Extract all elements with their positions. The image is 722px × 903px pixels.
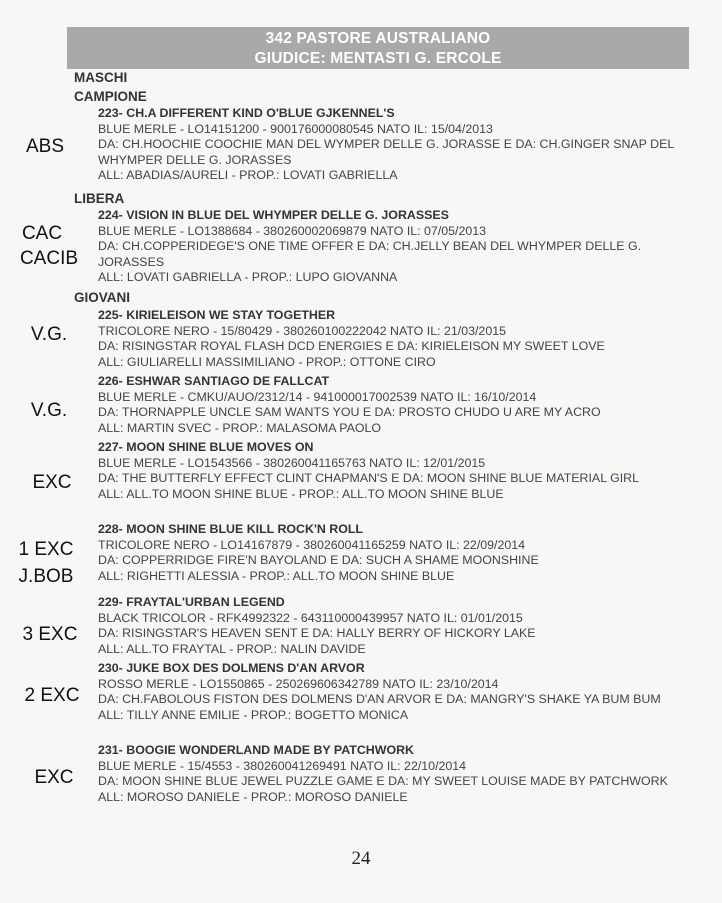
list-item [98, 661, 698, 723]
list-item [98, 374, 698, 436]
dog-title: 224- VISION IN BLUE DEL WHYMPER DELLE G. JORASSES [98, 208, 449, 222]
section-campione: CAMPIONE [74, 89, 147, 104]
dog-owner: ALL: ALL.TO FRAYTAL - PROP.: NALIN DAVIDE [98, 641, 366, 656]
dog-owner: ALL: RIGHETTI ALESSIA - PROP.: ALL.TO MOON SHINE BLUE [98, 568, 455, 583]
dog-parents: DA: CH.FABOLOUS FISTON DES DOLMENS D'AN ARVOR E DA: MANGRY'S SHAKE YA BUM BUM [98, 692, 661, 707]
list-item [98, 308, 698, 370]
dog-owner: ALL: LOVATI GABRIELLA - PROP.: LUPO GIOVANNA [98, 270, 398, 285]
grade-handwritten: 3 EXC [22, 624, 78, 645]
section-giovani: GIOVANI [74, 290, 131, 305]
dog-parents: DA: RISINGSTAR'S HEAVEN SENT E DA: HALLY BERRY OF HICKORY LAKE [98, 626, 536, 641]
dog-registration: TRICOLORE NERO - LO14167879 - 380260041165259 NATO IL: 22/09/2014 [98, 537, 526, 552]
dog-owner: ALL: GIULIARELLI MASSIMILIANO - PROP.: OTTONE CIRO [98, 354, 436, 369]
dog-title: 223- CH.A DIFFERENT KIND O'BLUE GJKENNEL'S [98, 106, 395, 120]
dog-registration: ROSSO MERLE - LO1550865 - 250269606342789 NATO IL: 23/10/2014 [98, 676, 499, 691]
grade-handwritten: CAC [21, 223, 63, 244]
dog-parents: DA: RISINGSTAR ROYAL FLASH DCD ENERGIES E DA: KIRIELEISON MY SWEET LOVE [98, 339, 605, 354]
dog-registration: BLUE MERLE - LO1543566 - 380260041165763 NATO IL: 12/01/2015 [98, 455, 486, 470]
dog-registration: BLUE MERLE - LO14151200 - 900176000080545 NATO IL: 15/04/2013 [98, 121, 493, 136]
page-number: 24 [351, 848, 371, 869]
grade-handwritten: 2 EXC [24, 685, 80, 706]
grade-handwritten: V.G. [30, 324, 68, 345]
list-item [98, 208, 698, 286]
dog-title: 225- KIRIELEISON WE STAY TOGETHER [98, 308, 336, 322]
grade-handwritten: CACIB [19, 248, 79, 269]
grade-handwritten: 1 EXC [18, 539, 74, 560]
list-item [98, 106, 698, 184]
section-maschi: MASCHI [74, 70, 128, 85]
list-item [98, 440, 698, 502]
dog-parents: DA: MOON SHINE BLUE JEWEL PUZZLE GAME E DA: MY SWEET LOUISE MADE BY PATCHWORK [98, 774, 668, 789]
breed-title: 342 PASTORE AUSTRALIANO [265, 30, 491, 47]
grade-handwritten: V.G. [30, 400, 68, 421]
grade-handwritten: J.BOB [18, 566, 74, 587]
section-libera: LIBERA [74, 191, 125, 206]
grade-handwritten: EXC [34, 767, 74, 788]
dog-title: 227- MOON SHINE BLUE MOVES ON [98, 440, 314, 454]
dog-registration: BLUE MERLE - LO1388684 - 380260002069879 NATO IL: 07/05/2013 [98, 223, 487, 238]
list-item [98, 595, 698, 657]
dog-parents: DA: THE BUTTERFLY EFFECT CLINT CHAPMAN'S E DA: MOON SHINE BLUE MATERIAL GIRL [98, 471, 639, 486]
dog-registration: BLUE MERLE - 15/4553 - 380260041269491 NATO IL: 22/10/2014 [98, 758, 467, 773]
list-item [98, 743, 698, 805]
dog-parents: DA: COPPERRIDGE FIRE'N BAYOLAND E DA: SUCH A SHAME MOONSHINE [98, 553, 539, 568]
dog-registration: BLUE MERLE - CMKU/AUO/2312/14 - 941000017002539 NATO IL: 16/10/2014 [98, 389, 537, 404]
dog-owner: ALL: MOROSO DANIELE - PROP.: MOROSO DANIELE [98, 789, 408, 804]
dog-owner: ALL: ABADIAS/AURELI - PROP.: LOVATI GABRIELLA [98, 168, 398, 183]
dog-title: 228- MOON SHINE BLUE KILL ROCK'N ROLL [98, 522, 364, 536]
dog-title: 226- ESHWAR SANTIAGO DE FALLCAT [98, 374, 330, 388]
judge-name: GIUDICE: MENTASTI G. ERCOLE [254, 50, 502, 67]
dog-registration: TRICOLORE NERO - 15/80429 - 380260100222042 NATO IL: 21/03/2015 [98, 323, 506, 338]
dog-owner: ALL: TILLY ANNE EMILIE - PROP.: BOGETTO MONICA [98, 707, 409, 722]
dog-title: 231- BOOGIE WONDERLAND MADE BY PATCHWORK [98, 743, 414, 757]
dog-owner: ALL: MARTIN SVEC - PROP.: MALASOMA PAOLO [98, 420, 382, 435]
grade-handwritten: ABS [25, 136, 65, 157]
list-item [98, 522, 698, 584]
dog-title: 230- JUKE BOX DES DOLMENS D'AN ARVOR [98, 661, 365, 675]
dog-parents: DA: THORNAPPLE UNCLE SAM WANTS YOU E DA: PROSTO CHUDO U ARE MY ACRO [98, 405, 601, 420]
catalog-header [67, 27, 689, 69]
dog-parents: DA: CH.HOOCHIE COOCHIE MAN DEL WYMPER DELLE G. JORASSE E DA: CH.GINGER SNAP DEL WHYMPER DELLE G. JORASSES [98, 137, 674, 167]
dog-owner: ALL: ALL.TO MOON SHINE BLUE - PROP.: ALL.TO MOON SHINE BLUE [98, 486, 504, 501]
dog-registration: BLACK TRICOLOR - RFK4992322 - 643110000439957 NATO IL: 01/01/2015 [98, 610, 523, 625]
dog-title: 229- FRAYTAL'URBAN LEGEND [98, 595, 285, 609]
grade-handwritten: EXC [32, 472, 72, 493]
dog-parents: DA: CH.COPPERIDEGE'S ONE TIME OFFER E DA: CH.JELLY BEAN DEL WHYMPER DELLE G. JORASSES [98, 239, 642, 269]
